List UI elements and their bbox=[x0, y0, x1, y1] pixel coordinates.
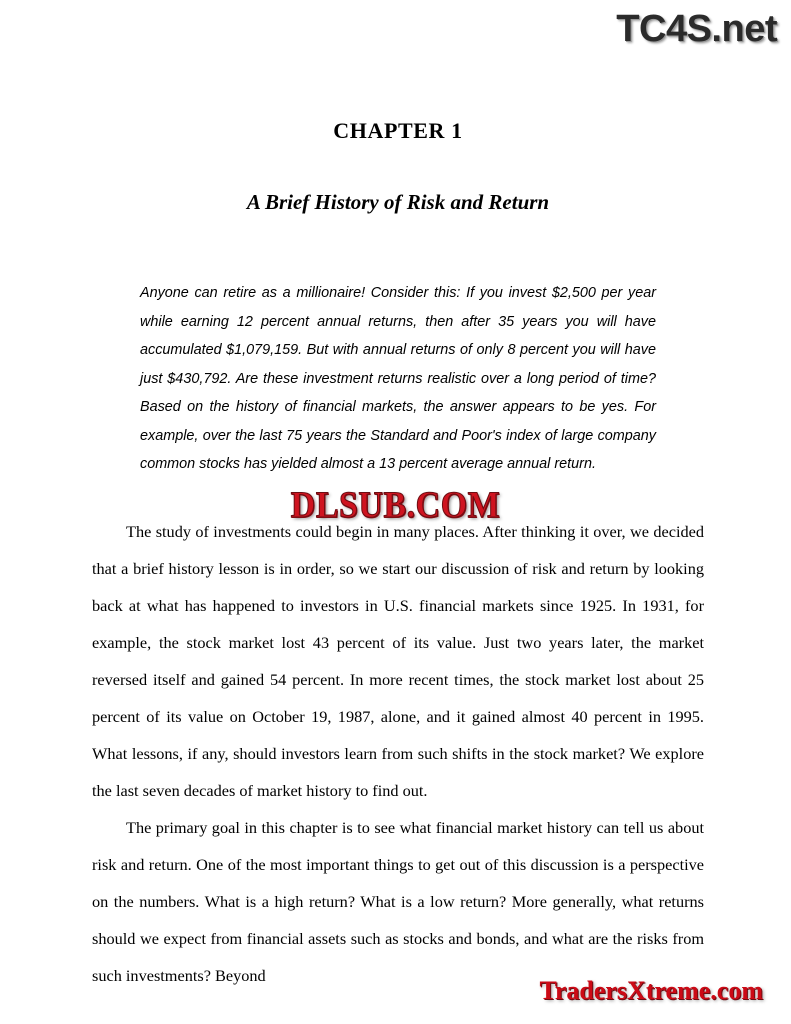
chapter-label: CHAPTER 1 bbox=[333, 118, 463, 143]
chapter-title: A Brief History of Risk and Return bbox=[246, 190, 550, 214]
epigraph-text: Anyone can retire as a millionaire! Consider this: If you invest $2,500 per year while earning 12 percent annual returns, then after 35 years you will have accumulated $1,079,159. But with annual returns of only 8 percent you will have just $430,792. Are these investment returns realistic over a long period of time? Based on the history of financial markets, the answer appears to be yes. For example, over the last 75 years the Standard and Poor's index of large company common stocks has yielded almost a 13 percent average annual return. bbox=[140, 285, 656, 472]
watermark-top-right: TC4S.net bbox=[616, 8, 777, 50]
watermark-center-text: DLSUB.COM bbox=[290, 485, 501, 526]
body-paragraph: The study of investments could begin in many places. After thinking it over, we decided that a brief history lesson is in order, so we start our discussion of risk and return by looking back at what has happened to investors in U.S. financial markets since 1925. In 1931, for example, the stock market lost 43 percent of its value. Just two years later, the market reversed itself and gained 54 percent. In more recent times, the stock market lost about 25 percent of its value on October 19, 1987, alone, and it gained almost 40 percent in 1995. What lessons, if any, should investors learn from such shifts in the stock market? We explore the last seven decades of market history to find out. bbox=[92, 521, 704, 800]
body-paragraph: The primary goal in this chapter is to see what financial market history can tell us about risk and return. One of the most important things to get out of this discussion is a perspective on the numbers. What is a high return? What is a low return? More generally, what returns should we expect from financial assets such as stocks and bonds, and what are the risks from such investments? Beyond bbox=[92, 817, 704, 985]
page-content bbox=[92, 118, 704, 994]
body-text bbox=[92, 513, 704, 994]
watermark-bottom-right: TradersXtreme.com bbox=[539, 976, 763, 1005]
